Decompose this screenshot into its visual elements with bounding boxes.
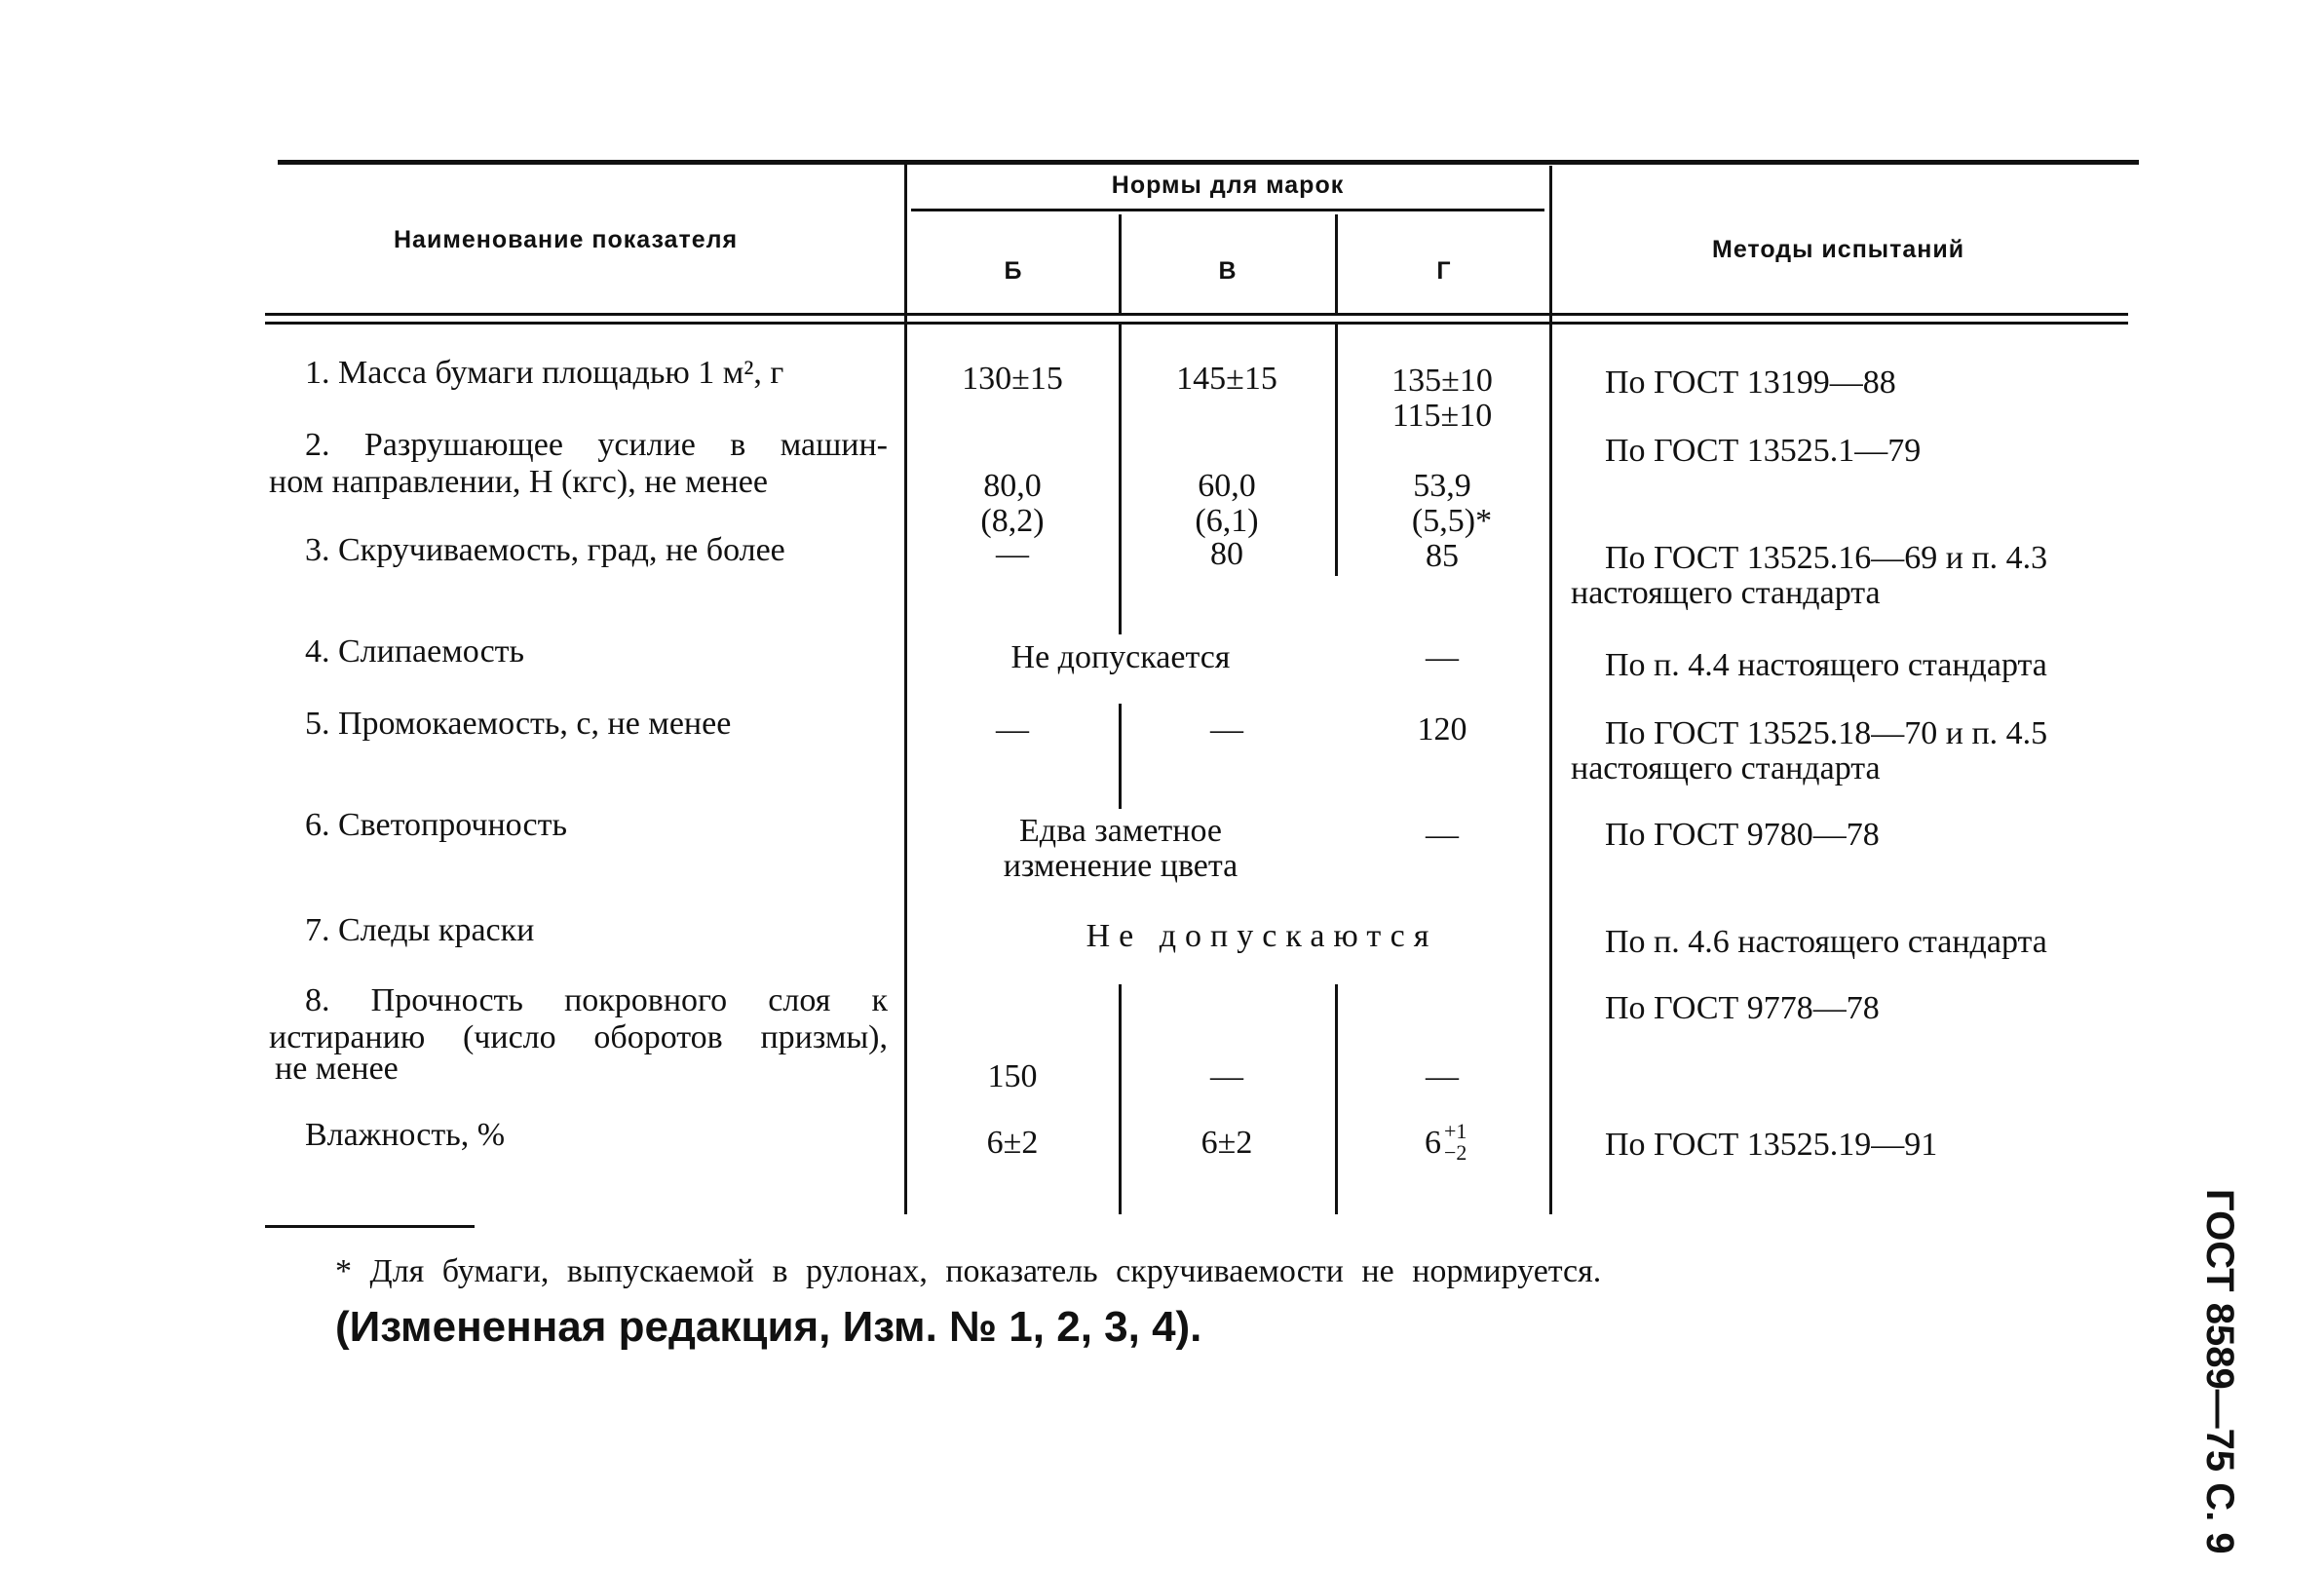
row5-v: — bbox=[1210, 711, 1243, 747]
row6-bv-line2: изменение цвета bbox=[1003, 848, 1238, 884]
row5-g: 120 bbox=[1417, 711, 1467, 747]
row2-b-line2: (8,2) bbox=[980, 503, 1045, 539]
row8-name-line2: истиранию (число оборотов призмы), bbox=[269, 1019, 888, 1055]
col-divider-methods bbox=[1549, 166, 1552, 1214]
row8-g: — bbox=[1426, 1058, 1459, 1094]
footnote-rule bbox=[265, 1225, 475, 1228]
row8-method: По ГОСТ 9778—78 bbox=[1605, 990, 1880, 1026]
row8-name-line1: 8. Прочность покровного слоя к bbox=[305, 982, 888, 1018]
row2-method: По ГОСТ 13525.1—79 bbox=[1605, 433, 1922, 469]
change-note: (Измененная редакция, Изм. № 1, 2, 3, 4). bbox=[335, 1303, 1202, 1351]
row5-name: 5. Промокаемость, с, не менее bbox=[305, 706, 732, 742]
row4-g: — bbox=[1426, 639, 1459, 675]
row2-g-line2: (5,5)* bbox=[1411, 503, 1493, 539]
row3-v: 80 bbox=[1210, 536, 1243, 572]
row9-b: 6±2 bbox=[986, 1125, 1039, 1161]
col-divider-b-v-header bbox=[1119, 214, 1122, 315]
row2-v-line2: (6,1) bbox=[1195, 503, 1259, 539]
row4-method: По п. 4.4 настоящего стандарта bbox=[1605, 647, 2047, 683]
row1-v: 145±15 bbox=[1176, 361, 1277, 397]
row7-name: 7. Следы краски bbox=[305, 912, 535, 948]
row3-method-line1: По ГОСТ 13525.16—69 и п. 4.3 bbox=[1605, 540, 2048, 576]
table-top-rule bbox=[278, 160, 2139, 165]
row8-b: 150 bbox=[987, 1058, 1038, 1094]
col-divider-b-v-row5 bbox=[1119, 704, 1122, 809]
row2-g-line1: 53,9 bbox=[1413, 468, 1471, 504]
row4-bv: Не допускается bbox=[1010, 639, 1231, 675]
row2-v-line1: 60,0 bbox=[1198, 468, 1256, 504]
row9-g bbox=[1425, 1121, 1483, 1169]
header-grade-v: В bbox=[1218, 257, 1238, 285]
row1-name: 1. Масса бумаги площадью 1 м², г bbox=[305, 355, 784, 391]
row7-bvg: Не допускаются bbox=[1086, 918, 1438, 954]
row9-v: 6±2 bbox=[1200, 1125, 1253, 1161]
row5-b: — bbox=[996, 711, 1029, 747]
row2-name-line1: 2. Разрушающее усилие в машин- bbox=[305, 427, 888, 463]
header-norms-group: Нормы для марок bbox=[1111, 172, 1345, 199]
row3-method-line2: настоящего стандарта bbox=[1571, 575, 1881, 611]
row9-name: Влажность, % bbox=[305, 1117, 506, 1153]
row2-b-line1: 80,0 bbox=[983, 468, 1042, 504]
header-grade-b: Б bbox=[1004, 257, 1023, 285]
row7-method: По п. 4.6 настоящего стандарта bbox=[1605, 924, 2047, 960]
header-bottom-rule-2 bbox=[265, 322, 2128, 325]
col-divider-v-g-lower bbox=[1335, 984, 1338, 1214]
row8-v: — bbox=[1210, 1058, 1243, 1094]
row5-method-line2: настоящего стандарта bbox=[1571, 750, 1881, 786]
row9-method: По ГОСТ 13525.19—91 bbox=[1605, 1127, 1938, 1163]
header-grade-g: Г bbox=[1436, 257, 1452, 285]
row5-method-line1: По ГОСТ 13525.18—70 и п. 4.5 bbox=[1605, 715, 2048, 751]
row3-name: 3. Скручиваемость, град, не более bbox=[305, 532, 785, 568]
col-divider-b-v-lower bbox=[1119, 984, 1122, 1214]
row2-name-line2: ном направлении, Н (кгс), не менее bbox=[269, 464, 768, 500]
row6-method: По ГОСТ 9780—78 bbox=[1605, 817, 1880, 853]
col-divider-v-g-header bbox=[1335, 214, 1338, 315]
footnote: * Для бумаги, выпускаемой в рулонах, показатель скручиваемости не нормируется. bbox=[335, 1253, 1602, 1289]
row9-g-sup: +1 bbox=[1444, 1119, 1467, 1143]
page-reference: ГОСТ 8589—75 С. 9 bbox=[2198, 1189, 2241, 1554]
row1-b: 130±15 bbox=[962, 361, 1063, 397]
row3-g: 85 bbox=[1426, 538, 1459, 574]
row1-g-line2: 115±10 bbox=[1391, 398, 1493, 434]
row1-g-line1: 135±10 bbox=[1391, 363, 1493, 399]
row4-name: 4. Слипаемость bbox=[305, 633, 525, 670]
col-divider-b-v-upper bbox=[1119, 325, 1122, 634]
header-methods: Методы испытаний bbox=[1712, 236, 1965, 263]
row6-name: 6. Светопрочность bbox=[305, 807, 567, 843]
row6-bv-line1: Едва заметное bbox=[1019, 813, 1222, 849]
row6-g: — bbox=[1426, 817, 1459, 853]
row8-name-line3: не менее bbox=[275, 1051, 399, 1087]
row3-b: — bbox=[996, 536, 1029, 572]
col-divider-v-g-upper bbox=[1335, 325, 1338, 576]
header-indicator: Наименование показателя bbox=[394, 226, 739, 253]
row9-g-base: 6 bbox=[1425, 1125, 1441, 1161]
col-divider-name bbox=[904, 160, 907, 1214]
header-bottom-rule-1 bbox=[265, 313, 2128, 316]
row9-g-sub: −2 bbox=[1444, 1140, 1467, 1165]
row1-method: По ГОСТ 13199—88 bbox=[1605, 364, 1896, 401]
norms-group-rule bbox=[911, 209, 1544, 211]
